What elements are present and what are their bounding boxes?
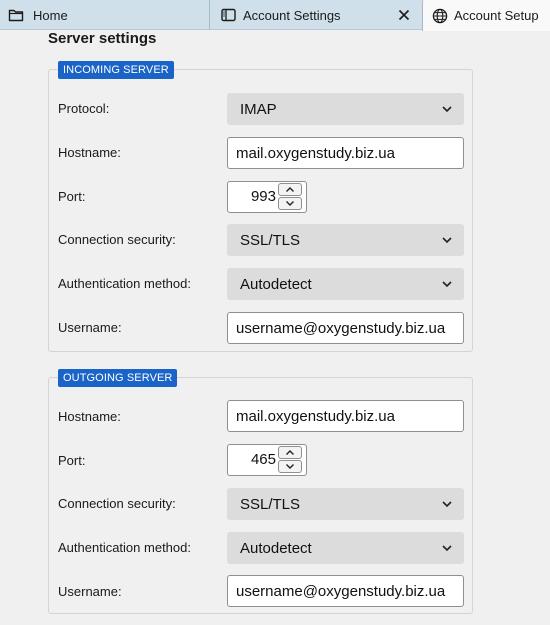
chevron-down-icon (440, 102, 454, 116)
protocol-value: IMAP (240, 100, 277, 118)
connection-security-label: Connection security: (58, 232, 176, 247)
port-label: Port: (58, 453, 86, 468)
incoming-port-stepper[interactable] (227, 181, 307, 213)
outgoing-auth-value: Autodetect (240, 539, 312, 557)
hostname-label: Hostname: (58, 409, 121, 424)
chevron-down-icon (440, 497, 454, 511)
tab-account-settings-label: Account Settings (243, 7, 341, 23)
chevron-down-icon (440, 233, 454, 247)
incoming-hostname-field[interactable] (227, 137, 464, 169)
port-decrement-button[interactable] (278, 197, 302, 210)
tab-home-label: Home (33, 7, 68, 23)
folder-icon (8, 7, 24, 23)
incoming-port-value: 993 (250, 188, 276, 205)
close-icon[interactable] (396, 7, 412, 23)
incoming-server-group (48, 64, 473, 352)
hostname-label: Hostname: (58, 145, 121, 160)
chevron-down-icon (440, 541, 454, 555)
port-increment-button[interactable] (278, 446, 302, 459)
chevron-down-icon (285, 463, 295, 470)
outgoing-username-value: username@oxygenstudy.biz.ua (236, 582, 446, 600)
outgoing-hostname-value: mail.oxygenstudy.biz.ua (236, 407, 395, 425)
incoming-auth-value: Autodetect (240, 275, 312, 293)
tab-bar (0, 0, 550, 30)
chevron-down-icon (285, 200, 295, 207)
tab-account-settings[interactable] (211, 0, 422, 30)
incoming-username-value: username@oxygenstudy.biz.ua (236, 319, 446, 337)
username-label: Username: (58, 320, 122, 335)
tab-home[interactable] (0, 0, 210, 30)
chevron-down-icon (440, 277, 454, 291)
outgoing-server-group (48, 372, 473, 614)
incoming-username-field[interactable] (227, 312, 464, 344)
outgoing-security-value: SSL/TLS (240, 495, 301, 513)
globe-icon (432, 8, 448, 24)
outgoing-port-stepper[interactable] (227, 444, 307, 476)
chevron-up-icon (285, 449, 295, 456)
protocol-label: Protocol: (58, 101, 110, 116)
incoming-hostname-value: mail.oxygenstudy.biz.ua (236, 144, 395, 162)
port-decrement-button[interactable] (278, 460, 302, 473)
outgoing-hostname-field[interactable] (227, 400, 464, 432)
chevron-up-icon (285, 186, 295, 193)
incoming-connection-security-select[interactable] (227, 224, 464, 256)
username-label: Username: (58, 584, 122, 599)
outgoing-server-badge: OUTGOING SERVER (58, 369, 177, 387)
outgoing-authentication-select[interactable] (227, 532, 464, 564)
tab-account-setup-label: Account Setup (454, 8, 539, 23)
port-label: Port: (58, 189, 86, 204)
port-increment-button[interactable] (278, 183, 302, 196)
authentication-method-label: Authentication method: (58, 276, 191, 291)
outgoing-port-value: 465 (250, 451, 276, 468)
connection-security-label: Connection security: (58, 496, 176, 511)
settings-panel-icon (220, 7, 236, 23)
incoming-authentication-select[interactable] (227, 268, 464, 300)
page-title: Server settings (48, 30, 157, 47)
incoming-server-badge: INCOMING SERVER (58, 61, 174, 79)
outgoing-connection-security-select[interactable] (227, 488, 464, 520)
tab-account-setup[interactable] (422, 0, 550, 31)
incoming-security-value: SSL/TLS (240, 231, 301, 249)
protocol-select[interactable] (227, 93, 464, 125)
authentication-method-label: Authentication method: (58, 540, 191, 555)
outgoing-username-field[interactable] (227, 575, 464, 607)
